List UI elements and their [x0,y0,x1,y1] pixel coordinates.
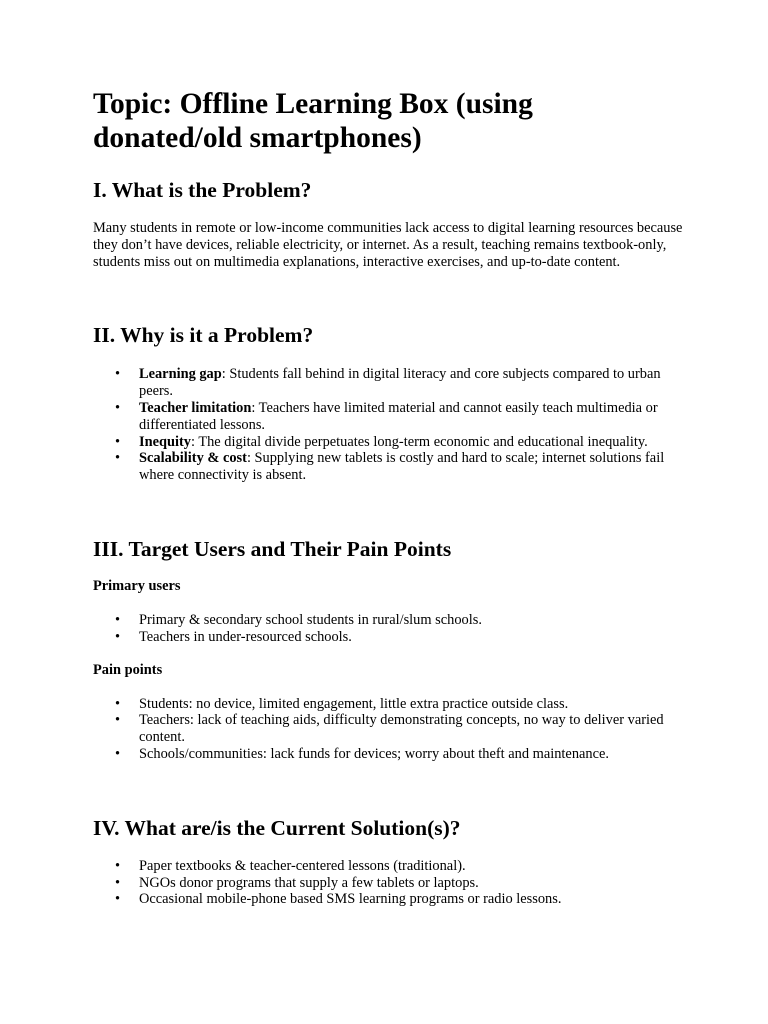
section-1-paragraph: Many students in remote or low-income communities lack access to digital learning resources because they don’t have devices, reliable electricity, or internet. As a result, teaching remains textbook-only, students miss out on multimedia explanations, interactive exercises, and up-to-date content. [93,220,683,270]
list-item: • NGOs donor programs that supply a few tablets or laptops. [93,875,688,892]
pain-points-list [93,696,688,763]
list-item: • Paper textbooks & teacher-centered lessons (traditional). [93,858,688,875]
list-item: • Schools/communities: lack funds for devices; worry about theft and maintenance. [93,746,688,763]
section-3-heading: III. Target Users and Their Pain Points [93,536,452,561]
primary-users-subheading: Primary users [93,577,181,594]
list-item: • Teachers: lack of teaching aids, difficulty demonstrating concepts, no way to deliver varied content. [93,712,688,746]
primary-users-list [93,612,688,646]
section-2-heading: II. Why is it a Problem? [93,323,314,348]
pain-points-subheading: Pain points [93,661,163,678]
list-item [93,450,688,484]
list-item-text: : Teachers have limited material and cannot easily teach multimedia or differentiated lessons. [139,399,658,433]
list-item [93,400,688,434]
list-item-term: Inequity [139,433,191,450]
list-item: • Primary & secondary school students in rural/slum schools. [93,612,688,629]
list-item: • Students: no device, limited engagement, little extra practice outside class. [93,696,688,713]
section-4-heading: IV. What are/is the Current Solution(s)? [93,815,461,840]
list-item: • Teachers in under-resourced schools. [93,629,688,646]
section-1-heading: I. What is the Problem? [93,178,312,202]
list-item-text: : The digital divide perpetuates long-term economic and educational inequality. [190,433,648,450]
list-item [93,434,688,451]
list-item-text: : Students fall behind in digital literacy and core subjects compared to urban peers. [139,366,661,400]
list-item-text: : Supplying new tablets is costly and hard to scale; internet solutions fail where connectivity is absent. [139,450,665,484]
section-4-list [93,858,688,908]
list-item-term: Scalability & cost [139,450,247,467]
list-item-term: Teacher limitation [139,399,252,416]
page-title: Topic: Offline Learning Box (using donated/old smartphones) [93,88,533,154]
list-item: • Occasional mobile-phone based SMS learning programs or radio lessons. [93,891,688,908]
section-2-list [93,366,688,484]
list-item [93,366,688,400]
list-item-term: Learning gap [139,366,222,383]
